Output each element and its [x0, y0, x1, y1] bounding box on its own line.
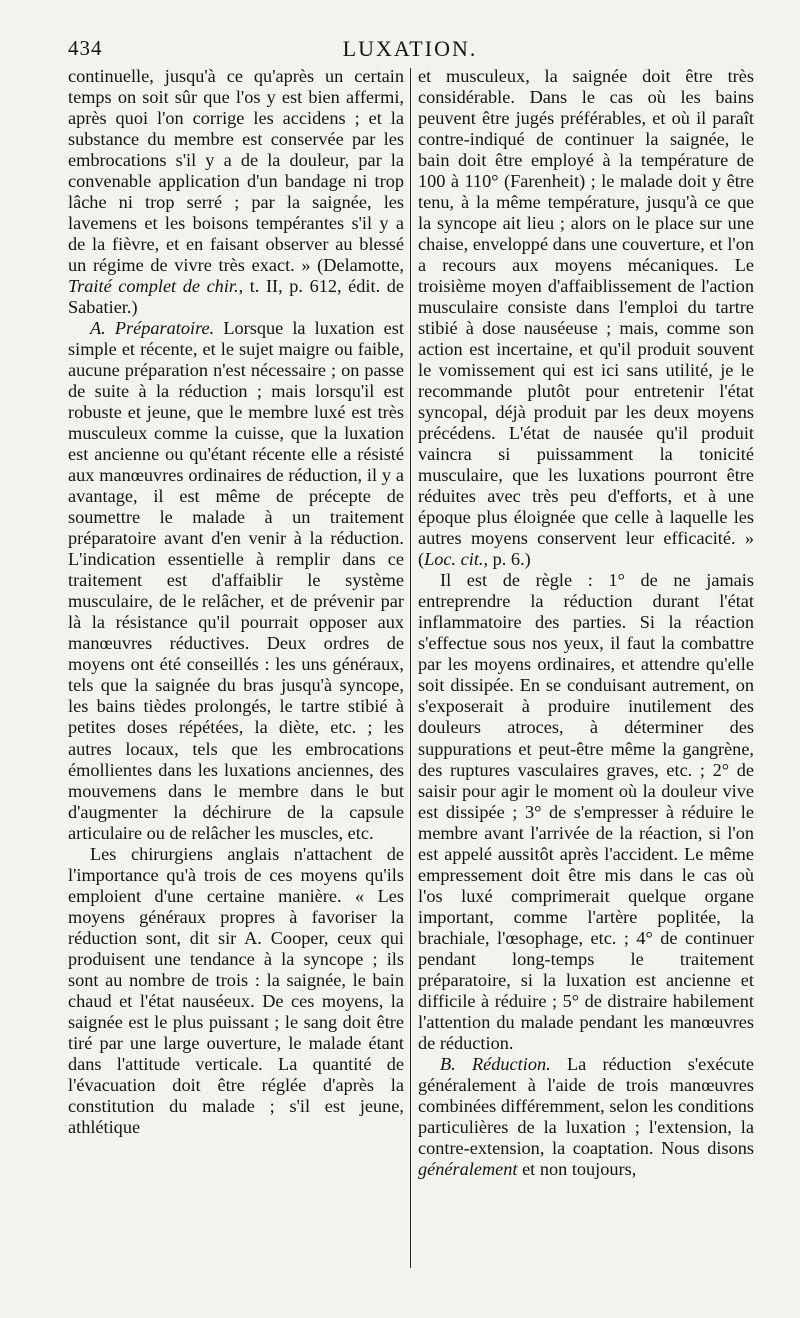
column-divider — [410, 68, 411, 1268]
paragraph-chirurgiens: Les chirurgiens anglais n'attachent de l'importance qu'à trois de ces moyens qu'ils emploient d'une certaine manière. « Les moyens généraux propres à favoriser la réduction sont, dit sir A. Cooper, ceux qui produisent une tendance à la syncope ; ils sont au nombre de trois : la saignée, le bain chaud et l'état nauséeux. De ces moyens, la saignée est le plus puissant ; le sang doit être tiré par une large ouverture, le malade étant dans l'attitude verticale. La quantité de l'évacuation doit être réglée d'après la constitution du malade ; s'il est jeune, athlétique — [68, 843, 404, 1137]
left-column — [68, 66, 404, 1138]
paragraph-preparatoire: A. Préparatoire. Lorsque la luxation est simple et récente, et le sujet maigre ou faible, aucune préparation n'est nécessaire ; on passe de suite à la réduction ; mais lorsqu'il est robuste et jeune, que le membre luxé est très musculeux comme la cuisse, que la luxation est ancienne ou qu'étant récente elle a résisté aux manœuvres ordinaires de réduction, il y a avantage, il est même de précepte de soumettre le malade à un traitement préparatoire avant d'en venir à la réduction. L'indication essentielle à remplir dans ce traitement est d'affaiblir le système musculaire, de le relâcher, et de prévenir par là la résistance qu'il pourrait opposer aux manœuvres réductives. Deux ordres de moyens ont été conseillés : les uns généraux, tels que la saignée du bras jusqu'à syncope, les bains tièdes prolongés, le tartre stibié à petites doses répétées, la diète, etc. ; les autres locaux, tels que les embrocations émollientes dans les luxations anciennes, des mouvemens dans le membre dans le but d'augmenter la déchirure de la capsule articulaire ou de relâcher les muscles, etc. — [68, 318, 404, 843]
section-label: B. Réduction. — [440, 1053, 551, 1074]
running-head: LUXATION. — [342, 36, 478, 61]
paragraph-continued: continuelle, jusqu'à ce qu'après un certain temps on soit sûr que l'os y est bien affermi, après quoi l'on corrige les accidens ; et la substance du membre est conservée par les embrocations s'il y a de la douleur, par la convenable application d'un bandage ni trop lâche ni trop serré ; par la saignée, les lavemens et les boisons tempérantes s'il y a de la fièvre, et en faisant observer au blessé un régime de vivre très exact. » (Delamotte, Traité complet de chir., t. II, p. 612, édit. de Sabatier.) — [68, 66, 404, 318]
section-label: A. Préparatoire. — [90, 318, 215, 339]
page-header — [68, 36, 752, 66]
emphasis-word: généralement — [418, 1158, 518, 1179]
right-column — [418, 66, 754, 1180]
citation-title: Traité complet de chir. — [68, 276, 239, 297]
page-number: 434 — [68, 36, 103, 60]
citation-title: Loc. cit. — [424, 549, 484, 570]
paragraph-reduction: B. Réduction. La réduction s'exécute généralement à l'aide de trois manœuvres combinées différemment, selon les conditions particulières de la luxation ; l'extension, la contre-extension, la coaptation. Nous disons généralement et non toujours, — [418, 1053, 754, 1179]
paragraph-regle: Il est de règle : 1° de ne jamais entreprendre la réduction durant l'état inflammatoire des parties. Si la réaction s'effectue sous nos yeux, il faut la combattre par les moyens ordinaires, et attendre qu'elle soit dissipée. En se conduisant autrement, on s'exposerait à produire inutilement des douleurs atroces, à déterminer des suppurations et peut-être même la gangrène, des ruptures vasculaires graves, etc. ; 2° de saisir pour agir le moment où la douleur vive est dissipée ; 3° de s'empresser à réduire le membre avant l'arrivée de la réaction, si l'on est appelé aussitôt après l'accident. Le même empressement doit être mis dans le cas où l'os luxé comprimerait quelque organe important, comme l'artère poplitée, la brachiale, l'œsophage, etc. ; 4° de continuer pendant long-temps le traitement préparatoire, si la luxation est ancienne et difficile à réduire ; 5° de distraire habilement l'attention du malade pendant les manœuvres de réduction. — [418, 570, 754, 1053]
paragraph-continued: et musculeux, la saignée doit être très considérable. Dans le cas où les bains peuvent être jugés préférables, et où il paraît contre-indiqué de continuer la saignée, le bain doit être employé à la température de 100 à 110° (Farenheit) ; le malade doit y être tenu, à la même température, jusqu'à ce que la syncope ait lieu ; alors on le place sur une chaise, enveloppé dans une couverture, et l'on a recours aux moyens mécaniques. Le troisième moyen d'affaiblissement de l'action musculaire consiste dans l'emploi du tartre stibié à dose nauséeuse ; mais, comme son action est incertaine, et qu'il produit souvent le vomissement qui est ici sans utilité, je le recommande plutôt pour entretenir l'état syncopal, déjà produit par les deux moyens précédens. L'état de nausée qu'il produit vaincra si puissamment la tonicité musculaire, que les luxations pourront être réduites avec très peu d'efforts, et à une époque plus éloignée que celle à laquelle les autres moyens conservent leur efficacité. » (Loc. cit., p. 6.) — [418, 66, 754, 570]
